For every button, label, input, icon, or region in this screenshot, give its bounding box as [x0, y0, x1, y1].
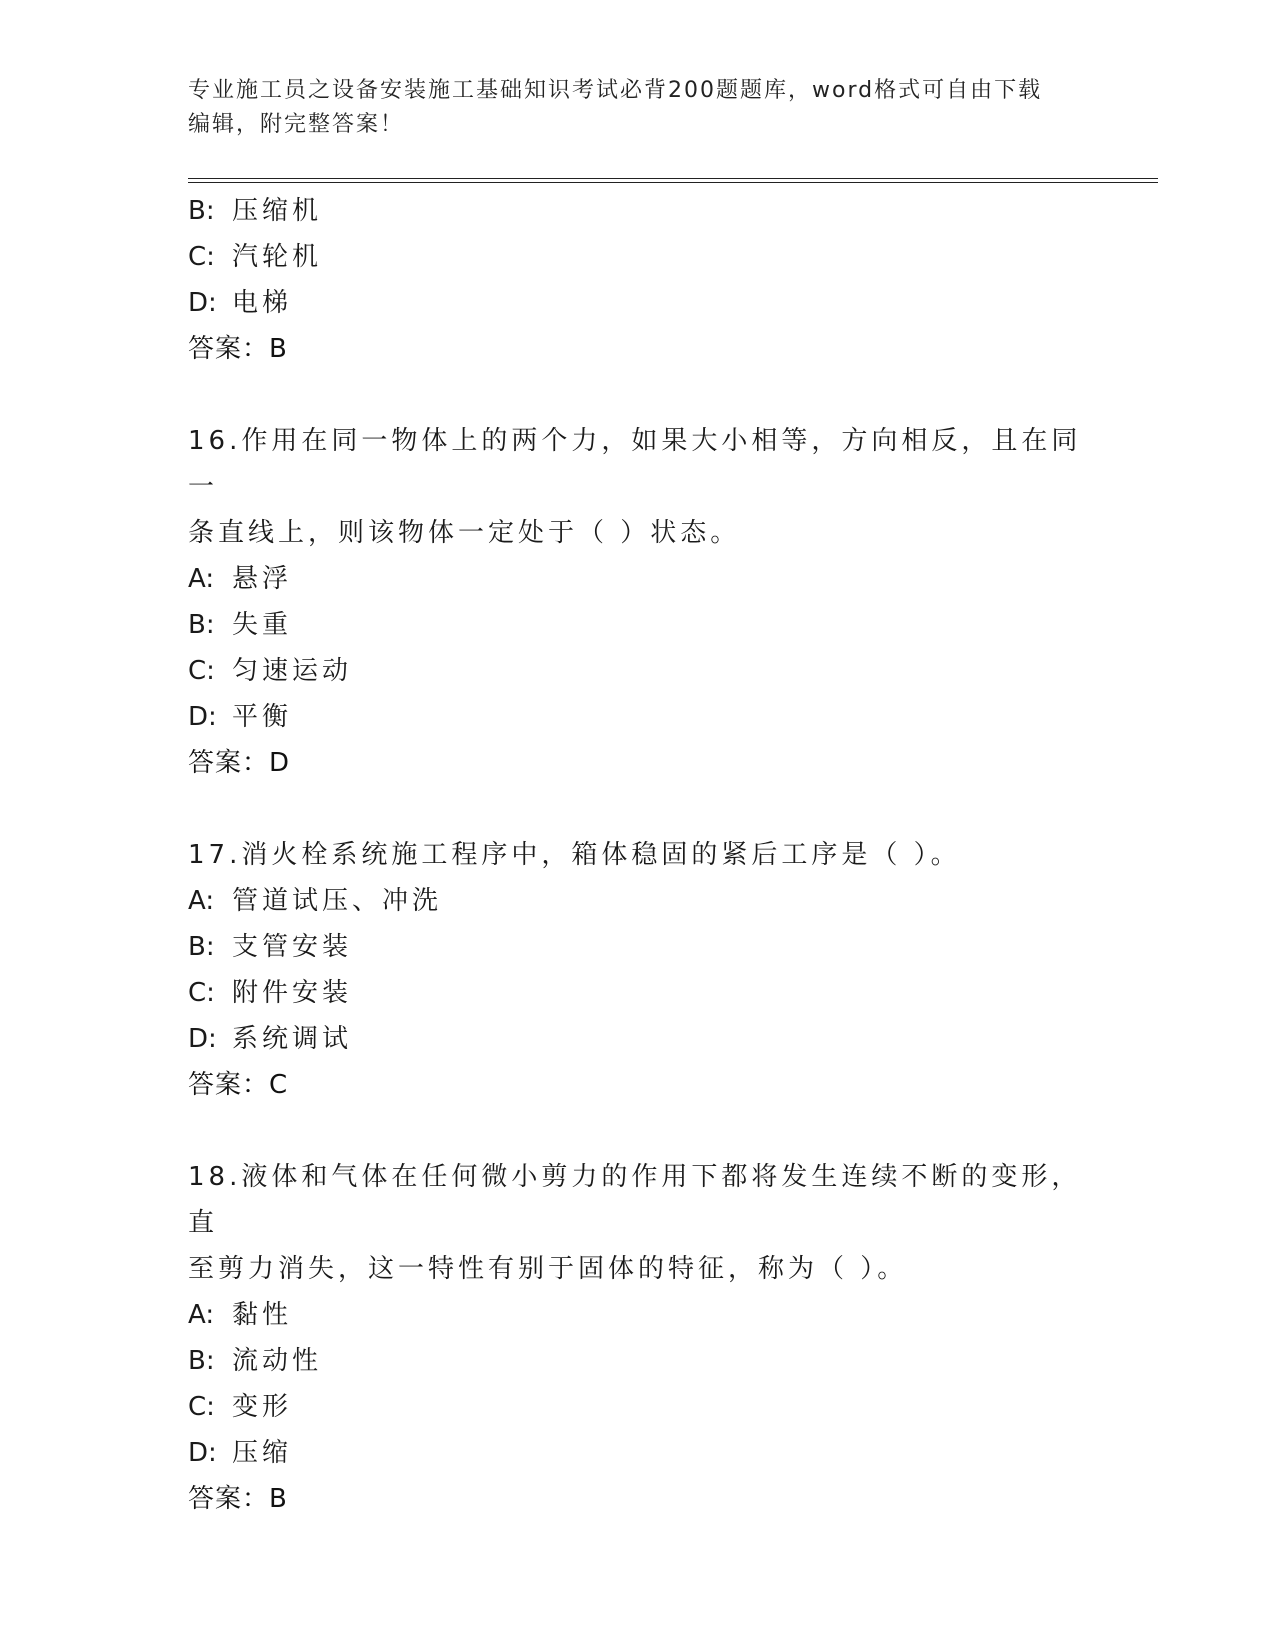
option-label: A:: [188, 564, 215, 594]
document-header: [188, 74, 1088, 142]
option-a: [188, 556, 1088, 602]
spacer: [188, 786, 1088, 832]
prev-question-block: [188, 188, 1088, 372]
option-text: 管道试压、冲洗: [232, 886, 443, 916]
option-label: A:: [188, 1300, 215, 1330]
option-text: 流动性: [232, 1346, 323, 1376]
header-divider: [188, 178, 1158, 183]
option-label: D:: [188, 288, 217, 318]
question-stem: [188, 418, 1088, 556]
option-c: [188, 648, 1088, 694]
option-text: 电梯: [232, 288, 293, 318]
option-text: 压缩: [232, 1438, 293, 1468]
question-17: [188, 832, 1088, 1108]
question-stem: [188, 832, 1088, 878]
option-d: [188, 1016, 1088, 1062]
header-line-2: 编辑，附完整答案！: [188, 112, 405, 137]
question-list: [188, 188, 1088, 1522]
option-label: C:: [188, 242, 215, 272]
option-b: [188, 924, 1088, 970]
spacer: [188, 372, 1088, 418]
stem-line-1: 17.消火栓系统施工程序中，箱体稳固的紧后工序是（ ）。: [188, 840, 961, 870]
option-c: [188, 1384, 1088, 1430]
option-label: B:: [188, 196, 215, 226]
option-label: C:: [188, 1392, 215, 1422]
question-18: [188, 1154, 1088, 1522]
option-label: C:: [188, 978, 215, 1008]
option-text: 失重: [232, 610, 293, 640]
stem-line-2: 至剪力消失，这一特性有别于固体的特征，称为（ ）。: [188, 1254, 908, 1284]
option-c: [188, 970, 1088, 1016]
stem-line-2: 条直线上，则该物体一定处于（ ）状态。: [188, 518, 741, 548]
answer-line: 答案：C: [188, 1070, 289, 1100]
option-label: B:: [188, 1346, 215, 1376]
option-b: [188, 188, 1088, 234]
option-b: [188, 1338, 1088, 1384]
option-label: C:: [188, 656, 215, 686]
option-c: [188, 234, 1088, 280]
stem-line-1: 16.作用在同一物体上的两个力，如果大小相等，方向相反，且在同一: [188, 426, 1082, 502]
option-text: 变形: [232, 1392, 293, 1422]
option-label: B:: [188, 610, 215, 640]
option-text: 汽轮机: [232, 242, 323, 272]
option-label: D:: [188, 1024, 217, 1054]
option-text: 压缩机: [232, 196, 323, 226]
option-label: D:: [188, 702, 217, 732]
answer-line: 答案：B: [188, 1484, 288, 1514]
question-stem: [188, 1154, 1088, 1292]
option-d: [188, 694, 1088, 740]
answer-line: 答案：D: [188, 748, 291, 778]
option-label: D:: [188, 1438, 217, 1468]
option-a: [188, 1292, 1088, 1338]
option-label: A:: [188, 886, 215, 916]
option-a: [188, 878, 1088, 924]
option-label: B:: [188, 932, 215, 962]
option-text: 悬浮: [232, 564, 293, 594]
option-d: [188, 280, 1088, 326]
stem-line-1: 18.液体和气体在任何微小剪力的作用下都将发生连续不断的变形，直: [188, 1162, 1082, 1238]
option-text: 附件安装: [232, 978, 353, 1008]
option-text: 系统调试: [232, 1024, 353, 1054]
answer-line: 答案：B: [188, 334, 288, 364]
option-text: 平衡: [232, 702, 293, 732]
option-b: [188, 602, 1088, 648]
option-d: [188, 1430, 1088, 1476]
option-text: 匀速运动: [232, 656, 353, 686]
spacer: [188, 1108, 1088, 1154]
option-text: 支管安装: [232, 932, 353, 962]
question-16: [188, 418, 1088, 786]
option-text: 黏性: [232, 1300, 293, 1330]
header-line-1: 专业施工员之设备安装施工基础知识考试必背200题题库，word格式可自由下载: [188, 78, 1043, 103]
